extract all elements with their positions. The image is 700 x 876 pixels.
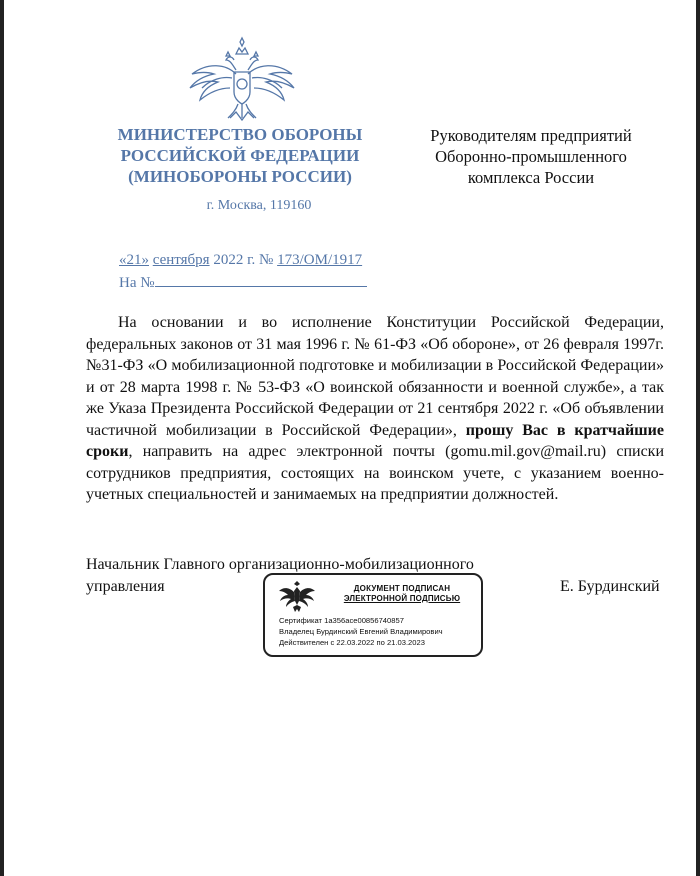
- electronic-signature-stamp: [263, 573, 483, 657]
- photo-edge-left: [0, 0, 4, 876]
- stamp-title: [327, 584, 477, 604]
- ministry-line: (МИНОБОРОНЫ РОССИИ): [128, 167, 352, 186]
- date-year-number-label: 2022 г. №: [213, 252, 274, 268]
- stamp-title-line: ДОКУМЕНТ ПОДПИСАН: [353, 584, 451, 593]
- date-day: «21»: [119, 252, 149, 268]
- stamp-eagle-icon: [277, 581, 317, 613]
- ministry-city: г. Москва, 119160: [206, 198, 312, 213]
- recipient-block: [400, 125, 662, 188]
- recipient-line: комплекса России: [467, 168, 595, 187]
- date-month: сентября: [152, 252, 210, 268]
- reference-blank: [155, 272, 367, 287]
- signatory-name: Е. Бурдинский: [560, 578, 660, 595]
- reference-line: [119, 272, 367, 292]
- document-number: 173/ОМ/1917: [277, 252, 363, 268]
- letter-body: [86, 312, 664, 506]
- stamp-certificate: Сертификат 1a356ace00856740857: [279, 616, 404, 625]
- recipient-line: Руководителям предприятий: [430, 126, 632, 145]
- signatory-title-line-1: Начальник Главного организационно-мобилизационного: [86, 556, 474, 573]
- stamp-title-line: ЭЛЕКТРОННОЙ ПОДПИСЬЮ: [343, 594, 461, 603]
- stamp-validity: Действителен с 22.03.2022 по 21.03.2023: [279, 638, 425, 647]
- recipient-line: Оборонно-промышленного: [435, 147, 627, 166]
- stamp-details: [279, 615, 443, 648]
- reference-label: На №: [119, 275, 155, 291]
- signatory-title-line-2: управления: [86, 578, 165, 595]
- ministry-line: РОССИЙСКОЙ ФЕДЕРАЦИИ: [120, 146, 360, 165]
- double-headed-eagle-emblem-icon: [186, 34, 298, 124]
- body-bold-request: прошу Вас в кратчайшие сроки: [86, 421, 665, 460]
- stamp-owner: Владелец Бурдинский Евгений Владимирович: [279, 627, 443, 636]
- ministry-header: [100, 124, 380, 187]
- body-part-1: На основании и во исполнение Конституции Российской Федерации, федеральных законов от 31 мая 1996 г. № 61-ФЗ «Об обороне», от 26 февраля 1997г. №31-ФЗ «О мобилизационной подготовке и мобилизации в Российской Федерации» и от 28 марта 1998 г. № 53-ФЗ «О воинской обязанности и военной службе», а так же Указа Президента Российской Федерации от 21 сентября 2022 г. «Об объявлении частичной мобилизации в Российской Федерации»,: [86, 314, 664, 439]
- body-part-2: , направить на адрес электронной почты (gomu.mil.gov@mail.ru) списки сотрудников предприятия, состоящих на воинском учете, с указанием военно-учетных специальностей и занимаемых на предприятии должностей.: [86, 443, 664, 503]
- photo-edge-right: [696, 0, 700, 876]
- document-date-number: [119, 252, 362, 269]
- ministry-line: МИНИСТЕРСТВО ОБОРОНЫ: [117, 125, 363, 144]
